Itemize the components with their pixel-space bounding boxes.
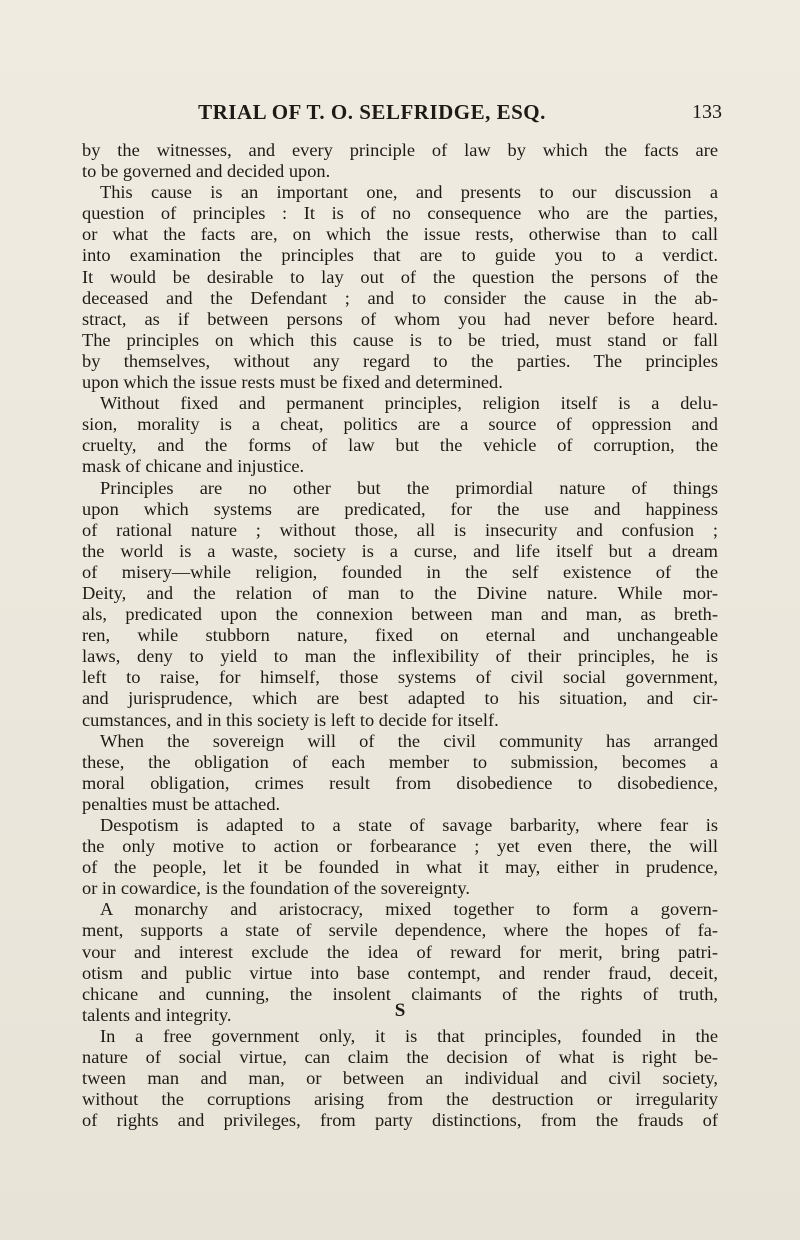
text-line: talents and integrity. xyxy=(82,1004,232,1025)
text-line: Deity, and the relation of man to the Divine nature. While mor- xyxy=(82,582,718,603)
text-line: nature of social virtue, can claim the decision of what is right be- xyxy=(82,1047,718,1068)
text-line: these, the obligation of each member to submission, becomes a xyxy=(82,751,718,772)
text-line: and jurisprudence, which are best adapted to his situation, and cir- xyxy=(82,688,718,709)
text-line: of misery—while religion, founded in the self existence of the xyxy=(82,561,718,582)
running-head: TRIAL OF T. O. SELFRIDGE, ESQ. xyxy=(198,100,546,124)
text-line: left to raise, for himself, those systems of civil social government, xyxy=(82,667,718,688)
text-line: the only motive to action or forbearance ; yet even there, the will xyxy=(82,836,718,857)
text-line: question of principles : It is of no consequence who are the parties, xyxy=(82,203,718,224)
text-line: of the people, let it be founded in what it may, either in prudence, xyxy=(82,857,718,878)
text-line: of rational nature ; without those, all is insecurity and confusion ; xyxy=(82,519,718,540)
text-line: Without fixed and permanent principles, religion itself is a delu- xyxy=(100,393,718,414)
text-line: This cause is an important one, and presents to our discussion a xyxy=(100,182,718,203)
text-line: cumstances, and in this society is left to decide for itself. xyxy=(82,709,499,730)
text-line: or in cowardice, is the foundation of the sovereignty. xyxy=(82,878,470,899)
text-line: penalties must be attached. xyxy=(82,793,281,814)
text-line: laws, deny to yield to man the inflexibility of their principles, he is xyxy=(82,646,718,667)
text-line: to be governed and decided upon. xyxy=(82,161,331,182)
text-line: moral obligation, crimes result from disobedience to disobedience, xyxy=(82,772,718,793)
text-line: als, predicated upon the connexion between man and man, as breth- xyxy=(82,604,718,625)
text-line: ren, while stubborn nature, fixed on eternal and unchangeable xyxy=(82,625,718,646)
text-line: cruelty, and the forms of law but the vehicle of corruption, the xyxy=(82,435,718,456)
text-line: by themselves, without any regard to the parties. The principles xyxy=(82,350,718,371)
text-line: upon which systems are predicated, for the use and happiness xyxy=(82,498,718,519)
text-line: Principles are no other but the primordial nature of things xyxy=(100,477,718,498)
text-line: ment, supports a state of servile dependence, where the hopes of fa- xyxy=(82,920,718,941)
text-line: In a free government only, it is that principles, founded in the xyxy=(100,1025,718,1046)
text-line: into examination the principles that are to guide you to a verdict. xyxy=(82,245,718,266)
text-line: without the corruptions arising from the destruction or irregularity xyxy=(82,1089,718,1110)
page-header xyxy=(82,100,722,136)
text-line: by the witnesses, and every principle of law by which the facts are xyxy=(82,140,718,160)
text-line: stract, as if between persons of whom you had never before heard. xyxy=(82,308,718,329)
text-line: When the sovereign will of the civil community has arranged xyxy=(100,730,718,751)
text-line: or what the facts are, on which the issue rests, otherwise than to call xyxy=(82,224,718,245)
text-line: The principles on which this cause is to be tried, must stand or fall xyxy=(82,329,718,350)
text-line: A monarchy and aristocracy, mixed together to form a govern- xyxy=(100,899,718,920)
signature-mark: S xyxy=(394,1000,406,1021)
text-line: upon which the issue rests must be fixed and determined. xyxy=(82,372,503,393)
text-line: deceased and the Defendant ; and to consider the cause in the ab- xyxy=(82,287,718,308)
text-line: the world is a waste, society is a curse, and life itself but a dream xyxy=(82,540,718,561)
text-line: mask of chicane and injustice. xyxy=(82,456,305,477)
body-text xyxy=(82,140,718,1131)
text-line: It would be desirable to lay out of the question the persons of the xyxy=(82,266,718,287)
text-line: otism and public virtue into base contempt, and render fraud, deceit, xyxy=(82,962,718,983)
text-line: vour and interest exclude the idea of reward for merit, bring patri- xyxy=(82,941,718,962)
text-line: of rights and privileges, from party distinctions, from the frauds of xyxy=(82,1110,718,1131)
text-line: Despotism is adapted to a state of savage barbarity, where fear is xyxy=(100,815,718,835)
page-number: 133 xyxy=(692,101,722,123)
text-line: tween man and man, or between an individual and civil society, xyxy=(82,1068,718,1089)
text-line: chicane and cunning, the insolent claimants of the rights of truth, xyxy=(82,983,718,1004)
text-line: sion, morality is a cheat, politics are a source of oppression and xyxy=(82,414,718,435)
